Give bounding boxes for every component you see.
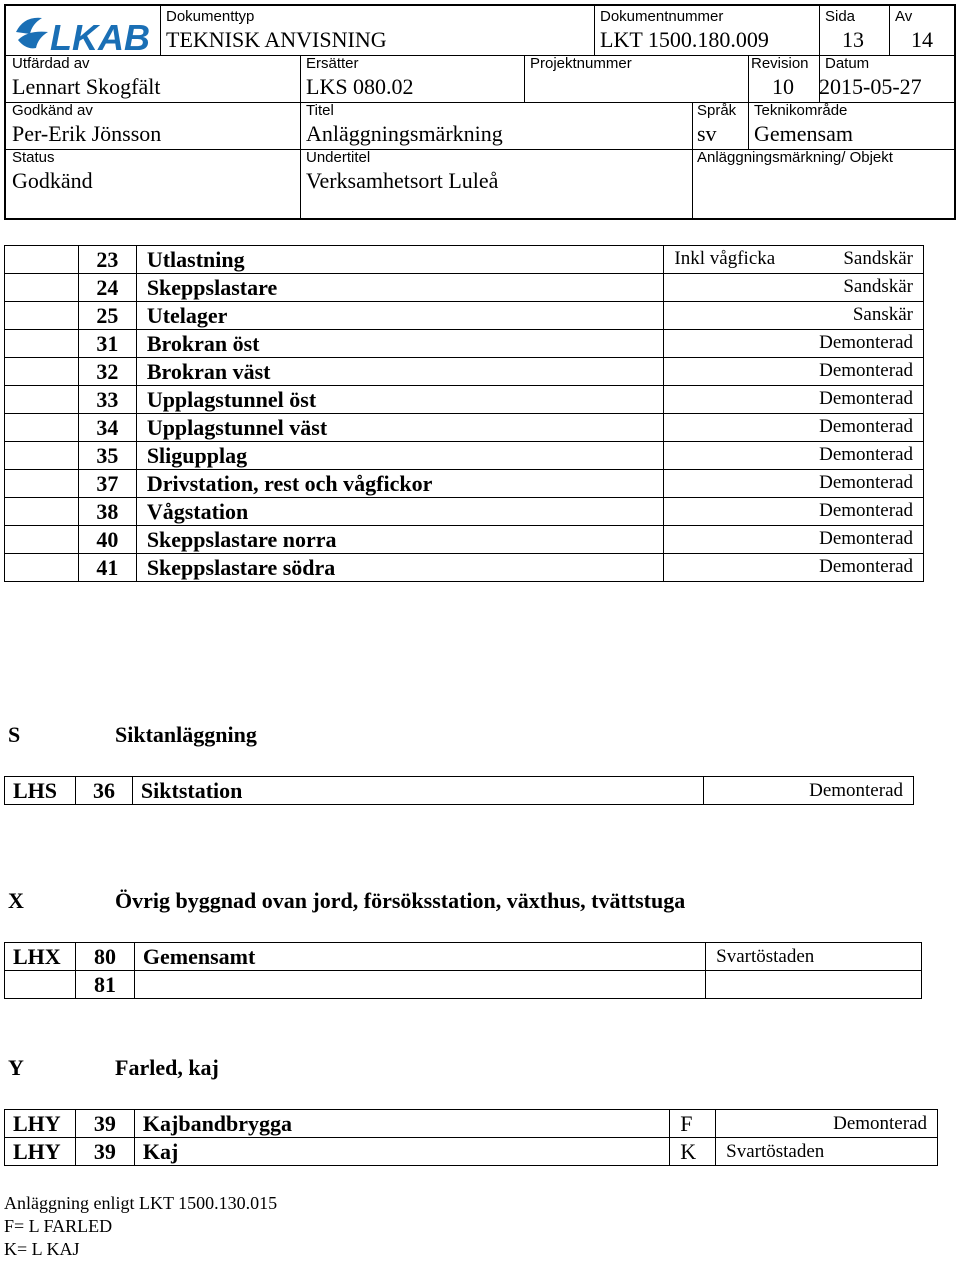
row-code bbox=[5, 971, 76, 999]
row-status-cell bbox=[664, 302, 924, 330]
row-name: Upplagstunnel väst bbox=[136, 414, 664, 442]
row-status: Demonterad bbox=[819, 444, 913, 465]
row-name: Gemensamt bbox=[134, 943, 705, 971]
page-total: 14 bbox=[911, 27, 933, 52]
row-flag: F bbox=[670, 1110, 716, 1138]
section-y-letter: Y bbox=[8, 1055, 24, 1080]
row-number: 23 bbox=[78, 246, 136, 274]
row-name: Utlastning bbox=[136, 246, 664, 274]
row-number: 34 bbox=[78, 414, 136, 442]
project-label: Projektnummer bbox=[530, 55, 632, 72]
section-s-letter: S bbox=[8, 722, 21, 747]
row-status: Demonterad bbox=[704, 777, 914, 805]
table-row bbox=[5, 358, 924, 386]
row-name: Kajbandbrygga bbox=[134, 1110, 669, 1138]
doc-type: TEKNISK ANVISNING bbox=[166, 27, 387, 52]
document-header bbox=[4, 4, 956, 220]
status: Godkänd bbox=[12, 168, 93, 193]
row-status: Svartöstaden bbox=[716, 1138, 938, 1166]
row-code bbox=[5, 554, 79, 582]
row-name bbox=[134, 971, 705, 999]
row-status-cell bbox=[664, 526, 924, 554]
section-x-title: Övrig byggnad ovan jord, försöksstation, växthus, tvättstuga bbox=[115, 888, 686, 913]
table-row bbox=[5, 971, 922, 999]
table-row bbox=[5, 1110, 938, 1138]
row-name: Brokran väst bbox=[136, 358, 664, 386]
section-y-title: Farled, kaj bbox=[115, 1055, 219, 1080]
row-name: Brokran öst bbox=[136, 330, 664, 358]
row-status: Demonterad bbox=[819, 500, 913, 521]
row-code: LHX bbox=[5, 943, 76, 971]
row-status-cell bbox=[664, 414, 924, 442]
row-status-cell bbox=[664, 358, 924, 386]
row-code bbox=[5, 330, 79, 358]
date: 2015-05-27 bbox=[819, 74, 922, 99]
row-status: Demonterad bbox=[716, 1110, 938, 1138]
row-code bbox=[5, 246, 79, 274]
section-x-letter: X bbox=[8, 888, 24, 913]
replaces-label: Ersätter bbox=[306, 55, 359, 72]
row-number: 81 bbox=[75, 971, 134, 999]
of-label: Av bbox=[895, 8, 913, 25]
row-status-cell bbox=[664, 470, 924, 498]
approved-by-label: Godkänd av bbox=[12, 102, 93, 119]
row-name: Utelager bbox=[136, 302, 664, 330]
row-code: LHY bbox=[5, 1110, 76, 1138]
row-code bbox=[5, 386, 79, 414]
row-number: 32 bbox=[78, 358, 136, 386]
row-number: 31 bbox=[78, 330, 136, 358]
row-status bbox=[706, 971, 922, 999]
doc-number: LKT 1500.180.009 bbox=[600, 27, 769, 52]
row-number: 35 bbox=[78, 442, 136, 470]
row-code: LHY bbox=[5, 1138, 76, 1166]
row-code bbox=[5, 274, 79, 302]
issued-by: Lennart Skogfält bbox=[12, 74, 161, 99]
row-status: Demonterad bbox=[819, 472, 913, 493]
language: sv bbox=[697, 121, 717, 146]
revision-label: Revision bbox=[751, 55, 809, 72]
row-name: Skeppslastare bbox=[136, 274, 664, 302]
section-y-table bbox=[4, 1109, 938, 1166]
footer-note-2: F= L FARLED bbox=[4, 1216, 113, 1236]
row-number: 40 bbox=[78, 526, 136, 554]
page-number: 13 bbox=[842, 27, 864, 52]
lkab-logo bbox=[14, 12, 158, 56]
revision: 10 bbox=[772, 74, 794, 99]
row-status-cell bbox=[664, 498, 924, 526]
footer-note-1: Anläggning enligt LKT 1500.130.015 bbox=[4, 1193, 278, 1213]
row-status: Sandskär bbox=[843, 276, 913, 297]
row-status: Demonterad bbox=[819, 360, 913, 381]
table-row bbox=[5, 330, 924, 358]
row-name: Drivstation, rest och vågfickor bbox=[136, 470, 664, 498]
row-number: 37 bbox=[78, 470, 136, 498]
date-label: Datum bbox=[825, 55, 870, 72]
row-status-cell bbox=[664, 554, 924, 582]
doc-type-label: Dokumenttyp bbox=[166, 8, 255, 25]
table-row bbox=[5, 414, 924, 442]
table-row bbox=[5, 498, 924, 526]
table-row bbox=[5, 526, 924, 554]
row-code bbox=[5, 302, 79, 330]
row-flag: K bbox=[670, 1138, 716, 1166]
table-row bbox=[5, 386, 924, 414]
row-status: Sandskär bbox=[843, 248, 913, 269]
tech-area: Gemensam bbox=[754, 121, 853, 146]
section-s-table bbox=[4, 776, 914, 805]
row-status: Sanskär bbox=[852, 304, 913, 325]
row-number: 36 bbox=[75, 777, 132, 805]
status-label: Status bbox=[12, 149, 55, 166]
table-row bbox=[5, 274, 924, 302]
row-status-cell bbox=[664, 246, 924, 274]
row-number: 39 bbox=[75, 1138, 134, 1166]
row-number: 38 bbox=[78, 498, 136, 526]
row-number: 33 bbox=[78, 386, 136, 414]
svg-text:LKAB: LKAB bbox=[50, 17, 150, 56]
title-label: Titel bbox=[306, 102, 334, 119]
category-label: Anläggningsmärkning/ Objekt bbox=[697, 149, 893, 166]
row-number: 25 bbox=[78, 302, 136, 330]
main-table bbox=[4, 245, 924, 582]
table-row bbox=[5, 302, 924, 330]
row-status-cell bbox=[664, 274, 924, 302]
row-code: LHS bbox=[5, 777, 76, 805]
footer-note-3: K= L KAJ bbox=[4, 1239, 80, 1259]
row-status: Demonterad bbox=[819, 388, 913, 409]
row-code bbox=[5, 358, 79, 386]
row-status-cell bbox=[664, 386, 924, 414]
tech-area-label: Teknikområde bbox=[754, 102, 848, 119]
section-x-table bbox=[4, 942, 922, 999]
row-status-cell bbox=[664, 442, 924, 470]
replaces: LKS 080.02 bbox=[306, 74, 414, 99]
row-code bbox=[5, 526, 79, 554]
row-status: Demonterad bbox=[819, 416, 913, 437]
row-status: Demonterad bbox=[819, 556, 913, 577]
page-label: Sida bbox=[825, 8, 856, 25]
row-number: 24 bbox=[78, 274, 136, 302]
row-status: Svartöstaden bbox=[706, 943, 922, 971]
row-status: Demonterad bbox=[819, 332, 913, 353]
table-row bbox=[5, 246, 924, 274]
row-code bbox=[5, 414, 79, 442]
subtitle-label: Undertitel bbox=[306, 149, 371, 166]
table-row bbox=[5, 1138, 938, 1166]
row-name: Skeppslastare norra bbox=[136, 526, 664, 554]
row-status: Demonterad bbox=[819, 528, 913, 549]
row-code bbox=[5, 498, 79, 526]
row-note: Inkl vågficka bbox=[674, 248, 776, 269]
table-row bbox=[5, 442, 924, 470]
table-row bbox=[5, 470, 924, 498]
row-status-cell bbox=[664, 330, 924, 358]
language-label: Språk bbox=[697, 102, 737, 119]
table-row bbox=[5, 777, 914, 805]
row-number: 80 bbox=[75, 943, 134, 971]
row-name: Siktstation bbox=[132, 777, 703, 805]
row-name: Kaj bbox=[134, 1138, 669, 1166]
doc-number-label: Dokumentnummer bbox=[600, 8, 724, 25]
subtitle: Verksamhetsort Luleå bbox=[306, 168, 499, 193]
table-row bbox=[5, 554, 924, 582]
section-s-title: Siktanläggning bbox=[115, 722, 257, 747]
row-number: 39 bbox=[75, 1110, 134, 1138]
lkab-logo-icon bbox=[14, 12, 158, 56]
row-name: Vågstation bbox=[136, 498, 664, 526]
issued-by-label: Utfärdad av bbox=[12, 55, 90, 72]
row-name: Upplagstunnel öst bbox=[136, 386, 664, 414]
row-code bbox=[5, 470, 79, 498]
approved-by: Per-Erik Jönsson bbox=[12, 121, 162, 146]
doc-title: Anläggningsmärkning bbox=[306, 121, 503, 146]
row-number: 41 bbox=[78, 554, 136, 582]
row-name: Skeppslastare södra bbox=[136, 554, 664, 582]
row-code bbox=[5, 442, 79, 470]
table-row bbox=[5, 943, 922, 971]
row-name: Sligupplag bbox=[136, 442, 664, 470]
